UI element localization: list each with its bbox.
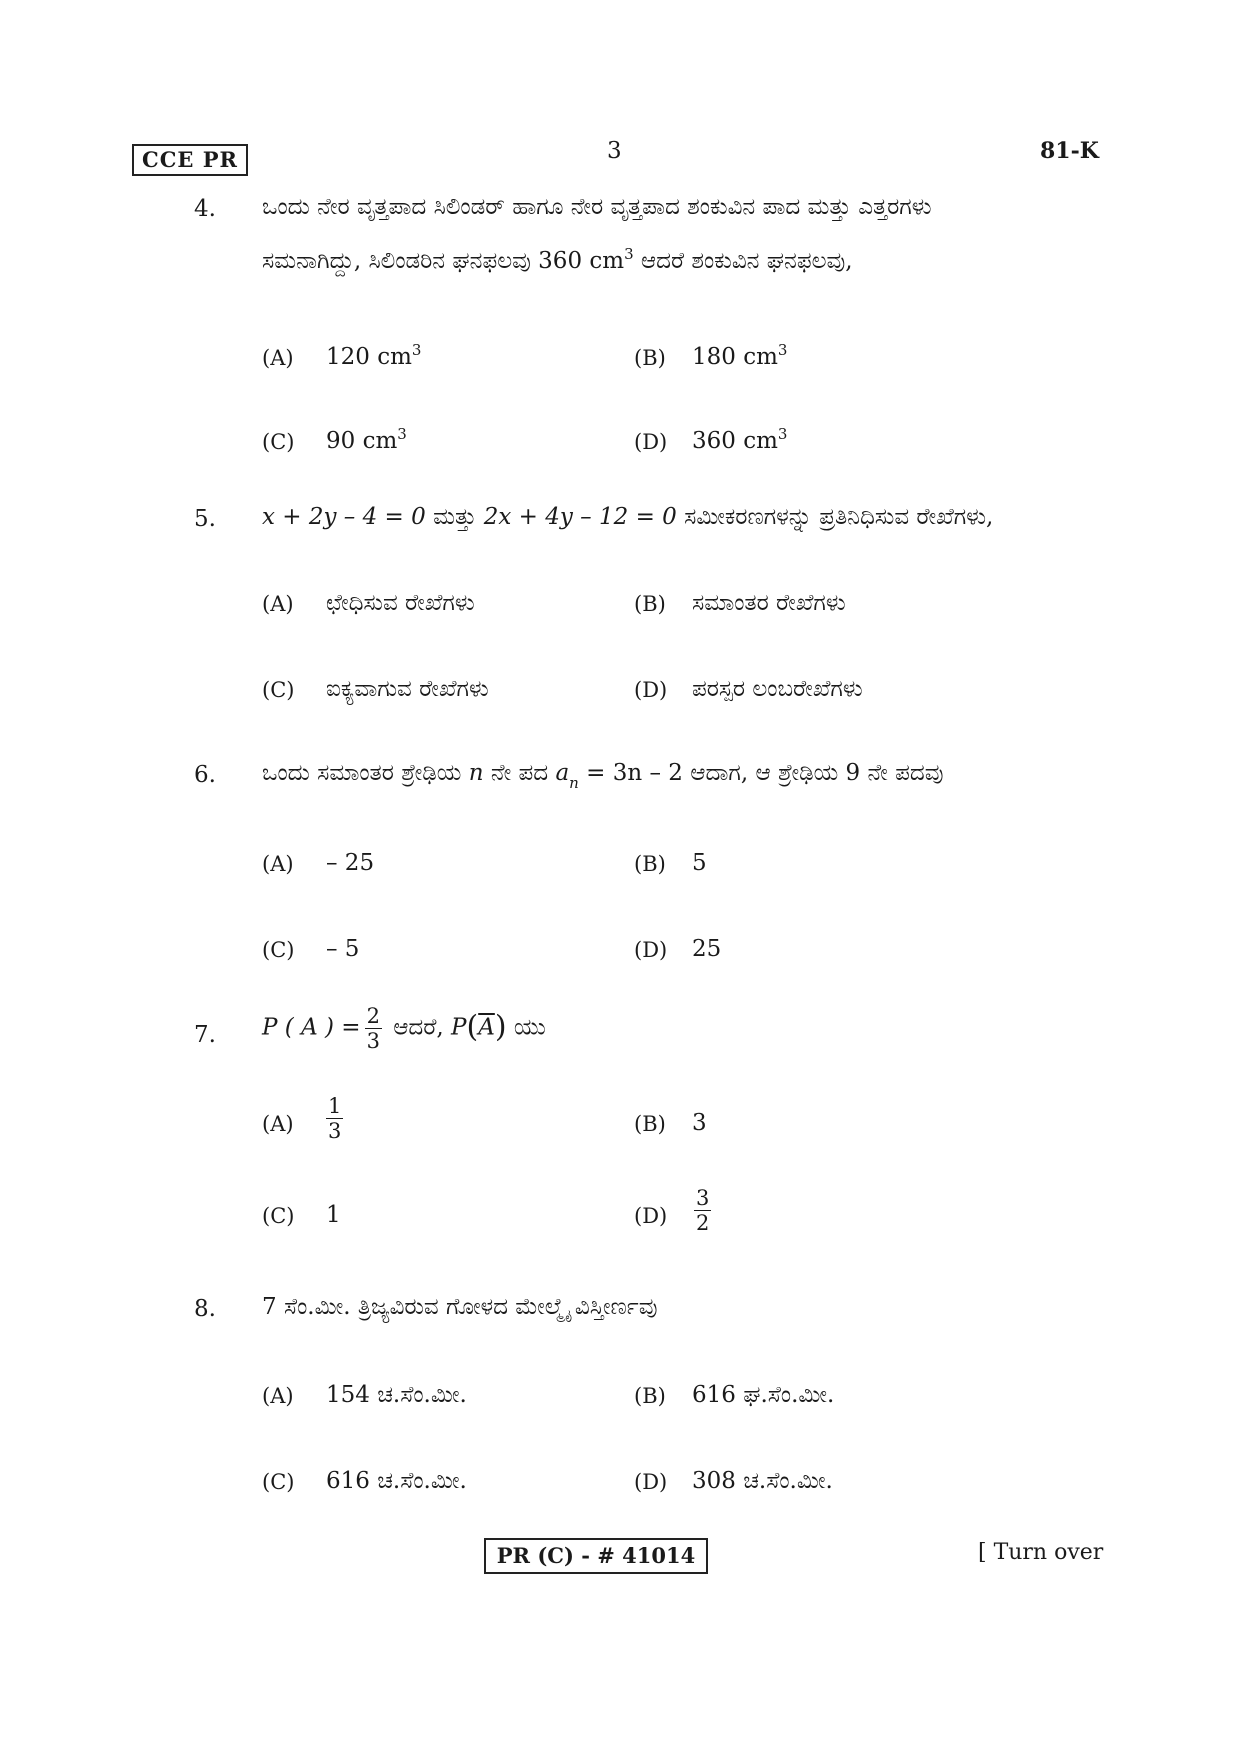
q6-text: ಒಂದು ಸಮಾಂತರ ಶ್ರೇಢಿಯ n ನೇ ಪದ $a_n = 3n - 2$ ಆದಾಗ, ಆ ಶ್ರೇಢಿಯ 9 ನೇ ಪದವು xyxy=(262,760,944,792)
q8-option-c: 616 ಚ.ಸೆಂ.ಮೀ. xyxy=(326,1468,467,1494)
q4-option-d-label: (D) xyxy=(634,430,668,454)
q4-line2: ಸಮನಾಗಿದ್ದು, ಸಿಲಿಂಡರಿನ ಘನಫಲವು 360 $cm^3$ ಆದರೆ ಶಂಕುವಿನ ಘನಫಲವು, xyxy=(262,245,853,274)
q4-line1: ಒಂದು ನೇರ ವೃತ್ತಪಾದ ಸಿಲಿಂಡರ್ ಹಾಗೂ ನೇರ ವೃತ್ತಪಾದ ಶಂಕುವಿನ ಪಾದ ಮತ್ತು ಎತ್ತರಗಳು xyxy=(262,194,932,220)
q8-option-b: 616 ಘ.ಸೆಂ.ಮೀ. xyxy=(692,1382,835,1408)
q7-fraction: $\frac{2}{3}$ xyxy=(366,1004,380,1053)
q6-option-a-label: (A) xyxy=(262,852,294,876)
q5-option-c: ಐಕ್ಯವಾಗುವ ರೇಖೆಗಳು xyxy=(326,676,489,702)
q6-number: 6. xyxy=(194,762,216,788)
q5-option-a: ಛೇಧಿಸುವ ರೇಖೆಗಳು xyxy=(326,590,475,616)
q6-option-d-label: (D) xyxy=(634,938,668,962)
q5-text: x + 2y – 4 = 0 ಮತ್ತು 2x + 4y – 12 = 0 ಸಮೀಕರಣಗಳನ್ನು ಪ್ರತಿನಿಧಿಸುವ ರೇಖೆಗಳು, xyxy=(262,504,994,530)
q8-number: 8. xyxy=(194,1296,216,1322)
q4-option-b: 180 $cm^3$ xyxy=(692,341,788,370)
a-complement: $\overline{A}$ xyxy=(478,1014,495,1041)
q6-option-c: – 5 xyxy=(326,936,360,962)
q8-option-b-label: (B) xyxy=(634,1384,666,1408)
q6-option-d: 25 xyxy=(692,936,722,962)
q8-option-a-label: (A) xyxy=(262,1384,294,1408)
q4-option-d: 360 $cm^3$ xyxy=(692,425,788,454)
q8-option-d-label: (D) xyxy=(634,1470,668,1494)
page-number: 3 xyxy=(607,138,622,164)
q5-option-b: ಸಮಾಂತರ ರೇಖೆಗಳು xyxy=(692,590,846,616)
q5-option-c-label: (C) xyxy=(262,678,295,702)
q5-option-d-label: (D) xyxy=(634,678,668,702)
q8-option-c-label: (C) xyxy=(262,1470,295,1494)
q7-text: P ( A ) = $\frac{2}{3}$ ಆದರೆ, $P(\overline{A})$ ಯು xyxy=(262,1004,546,1053)
turn-over-note: [ Turn over xyxy=(978,1540,1104,1565)
q7-number: 7. xyxy=(194,1022,216,1048)
q5-option-d: ಪರಸ್ಪರ ಲಂಬರೇಖೆಗಳು xyxy=(692,676,863,702)
q7-option-a-label: (A) xyxy=(262,1112,294,1136)
q5-number: 5. xyxy=(194,506,216,532)
q4-number: 4. xyxy=(194,196,216,222)
q7-option-b-label: (B) xyxy=(634,1112,666,1136)
q6-option-a: – 25 xyxy=(326,850,375,876)
q4-option-a: 120 $cm^3$ xyxy=(326,341,422,370)
q7-option-c-label: (C) xyxy=(262,1204,295,1228)
q6-option-b-label: (B) xyxy=(634,852,666,876)
q8-option-a: 154 ಚ.ಸೆಂ.ಮೀ. xyxy=(326,1382,467,1408)
q4-option-c-label: (C) xyxy=(262,430,295,454)
q8-text: 7 ಸೆಂ.ಮೀ. ತ್ರಿಜ್ಯವಿರುವ ಗೋಳದ ಮೇಲ್ಮೈ ವಿಸ್ತೀರ್ಣವು xyxy=(262,1294,658,1320)
q7-option-b: 3 xyxy=(692,1110,707,1136)
q4-option-c: 90 $cm^3$ xyxy=(326,425,407,454)
q7-option-d: $\frac{3}{2}$ xyxy=(696,1186,710,1235)
footer-code-box: PR (C) - # 41014 xyxy=(484,1538,708,1574)
q5-option-a-label: (A) xyxy=(262,592,294,616)
header-left-box: CCE PR xyxy=(132,144,248,176)
q4-option-b-label: (B) xyxy=(634,346,666,370)
q5-option-b-label: (B) xyxy=(634,592,666,616)
q7-option-c: 1 xyxy=(326,1202,341,1228)
paper-code: 81-K xyxy=(1040,138,1099,164)
q4-option-a-label: (A) xyxy=(262,346,294,370)
q6-option-b: 5 xyxy=(692,850,707,876)
q8-option-d: 308 ಚ.ಸೆಂ.ಮೀ. xyxy=(692,1468,833,1494)
q7-option-d-label: (D) xyxy=(634,1204,668,1228)
q7-option-a: $\frac{1}{3}$ xyxy=(328,1094,342,1143)
q6-option-c-label: (C) xyxy=(262,938,295,962)
